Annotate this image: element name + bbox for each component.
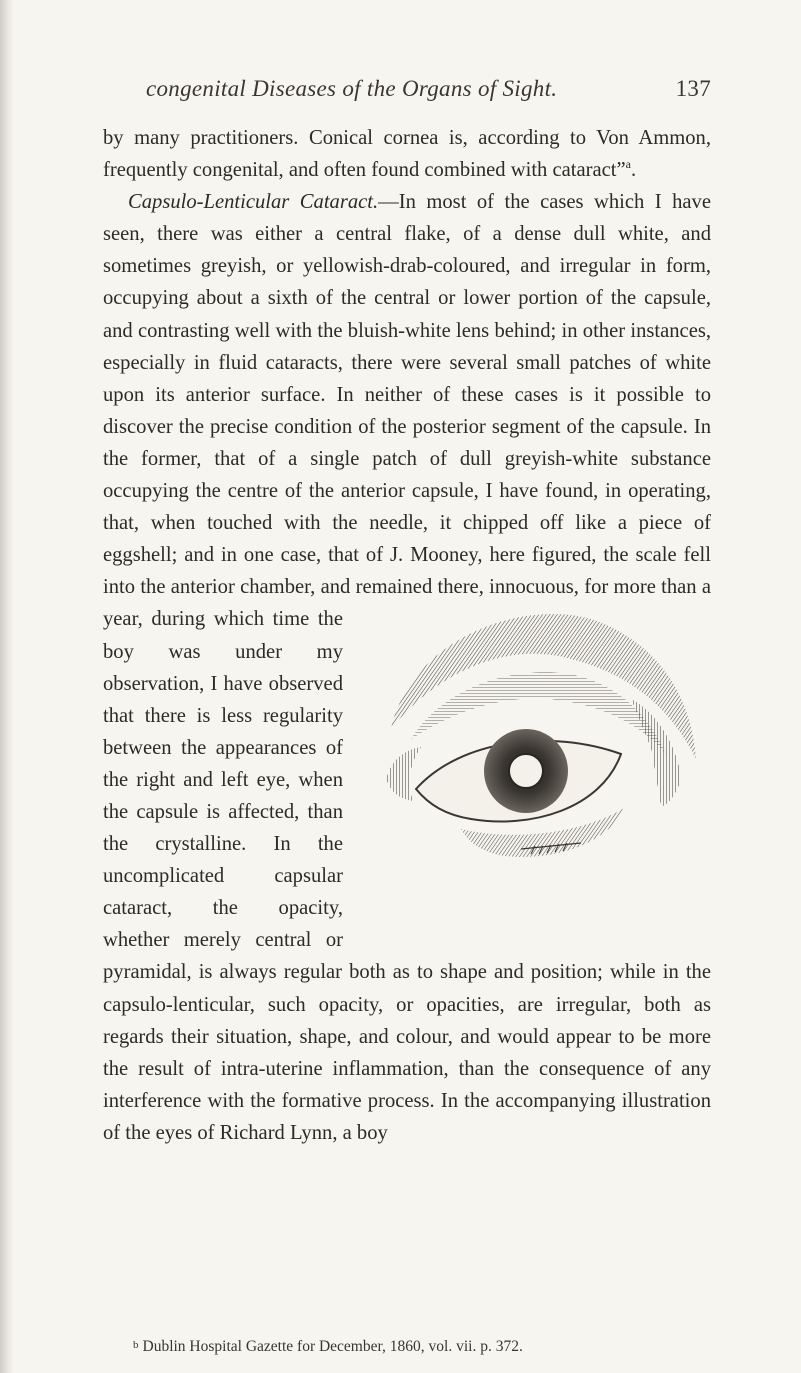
running-title: congenital Diseases of the Organs of Sight. [146,76,558,101]
eye-illustration [351,579,711,931]
footnote [133,1338,711,1356]
body-text [103,122,711,1149]
footnote-text: Dublin Hospital Gazette for December, 1860, vol. vii. p. 372. [142,1338,523,1355]
running-header [146,76,711,102]
paragraph-2 [103,186,711,1149]
note-mark: a [625,157,631,172]
footnote-mark: b [133,1339,139,1351]
paragraph-1: by many practitioners. Conical cornea is, according to Von Ammon, frequently congenital, and often found combined with cataract”$^a$. [103,127,711,182]
eye-engraving-icon [351,579,711,931]
paragraph-2-text-a: —In most of the cases which I have seen, there was either a central flake, of a dense dull white, and sometimes greyish, or yellowish-drab-coloured, and irregular in form, occupying about a sixth of the central or lower portion of the capsule, and contrasting well with the bluish-white lens behind; in other instances, especially in fluid cataracts, there were several small patches of white upon its anterior surface. In neither of these cases is it possible to discover the precise condition of the posterior segment of the capsule. In the former, that of a single patch of dull greyish-white substance occupying the centre of the anterior capsule, I have found, in operating, that, when touched with the needle, it chipped off like a piece of eggshell; and in one case, that of J. Mooney, here figured, the scale fell into the anterior chamber, [103,191,711,599]
paragraph-2-text-b: and remained there, innocuous, for more than a year, during which time the boy was under my observation, I have observed that there is less regularity between the appearances of the right and left eye, when the capsule is affected, than the crystalline. In the uncomplicated capsular cataract, the opacity, whether merely central or pyramidal, is always regular both as to shape and position; while in the capsulo-lenticular, such opacity, or opacities, are irregular, both as regards their situation, shape, and colour, and would appear to be more the result of intra-uterine inflammation, than the consequence of any interference with the formative process. In the accompanying illustration of the eyes of Richard Lynn, a boy [103,576,712,1144]
page-number: 137 [675,76,711,101]
section-heading: Capsulo-Lenticular Cataract. [128,191,379,214]
